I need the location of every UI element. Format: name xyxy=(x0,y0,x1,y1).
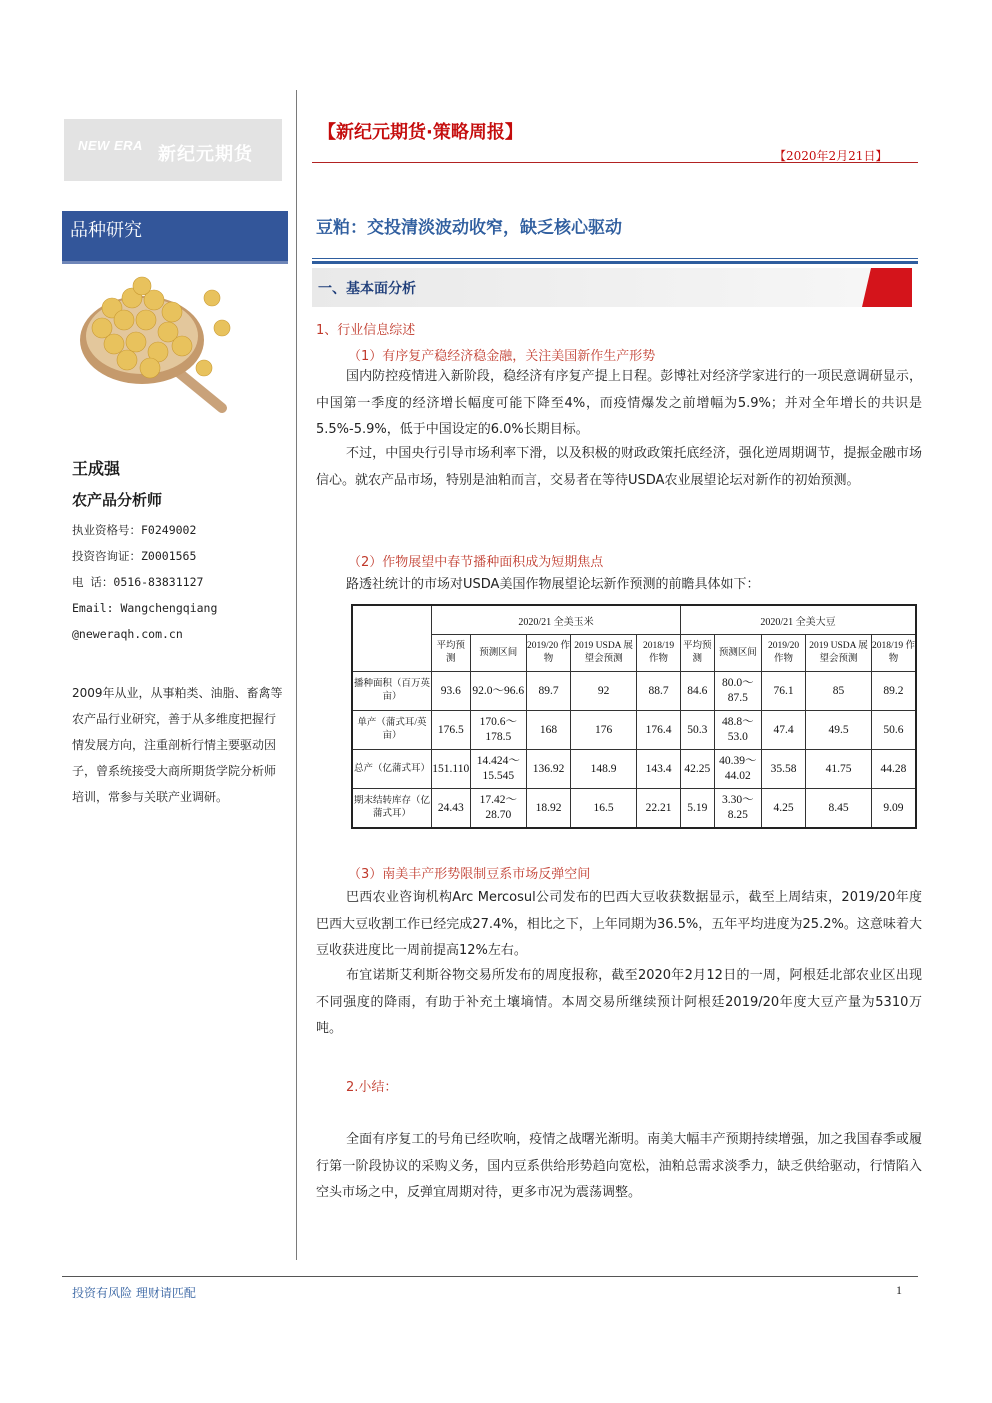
point1-paragraph-b: 不过，中国央行引导市场利率下滑，以及积极的财政政策托底经济，强化逆周期调节，提振金融市场信心。就农产品市场，特别是油粕而言，交易者在等待USDA农业展望论坛对新作的初始预测。 xyxy=(316,446,922,488)
table-cell: 89.2 xyxy=(871,672,916,711)
column-header: 平均预测 xyxy=(432,635,471,672)
row-label: 播种面积（百万英亩） xyxy=(352,672,432,711)
table-cell: 49.5 xyxy=(806,711,872,750)
table-cell: 76.1 xyxy=(762,672,806,711)
column-header: 2018/19 作物 xyxy=(637,635,681,672)
subsection-heading: 1、行业信息综述 xyxy=(316,323,416,338)
point3-heading: （3）南美丰产形势限制豆系市场反弹空间 xyxy=(348,867,591,882)
table-cell: 151.110 xyxy=(432,750,471,789)
logo-name: 新纪元期货 xyxy=(158,144,253,165)
table-cell: 47.4 xyxy=(762,711,806,750)
table-cell: 176 xyxy=(571,711,637,750)
table-group-corn: 2020/21 全美玉米 xyxy=(432,605,681,635)
table-cell: 22.21 xyxy=(637,789,681,829)
row-label: 单产（蒲式耳/英亩） xyxy=(352,711,432,750)
footer-disclaimer: 投资有风险 理财请匹配 xyxy=(72,1286,196,1300)
table-cell: 24.43 xyxy=(432,789,471,829)
table-cell: 170.6～178.5 xyxy=(470,711,526,750)
analyst-title: 农产品分析师 xyxy=(72,491,163,509)
table-cell: 85 xyxy=(806,672,872,711)
table-cell: 148.9 xyxy=(571,750,637,789)
soybean-spoon-image xyxy=(72,268,242,414)
column-header: 预测区间 xyxy=(714,635,762,672)
category-band-rule xyxy=(62,261,288,264)
table-cell: 92 xyxy=(571,672,637,711)
section-title: 一、基本面分析 xyxy=(318,281,416,297)
table-cell: 50.3 xyxy=(681,711,715,750)
table-cell: 8.45 xyxy=(806,789,872,829)
point3-paragraph-b: 布宜诺斯艾利斯谷物交易所发布的周度报称，截至2020年2月12日的一周，阿根廷北部农业区出现不同强度的降雨，有助于补充土壤墒情。本周交易所继续预计阿根廷2019/20年度大豆产量为5310万吨。 xyxy=(316,968,922,1036)
title-rule-thick xyxy=(312,261,918,264)
page-number: 1 xyxy=(896,1283,902,1297)
table-cell: 4.25 xyxy=(762,789,806,829)
table-cell: 143.4 xyxy=(637,750,681,789)
table-cell: 136.92 xyxy=(526,750,570,789)
report-date: 【2020年2月21日】 xyxy=(774,149,888,163)
table-cell: 93.6 xyxy=(432,672,471,711)
page-title: 豆粕：交投清淡波动收窄，缺乏核心驱动 xyxy=(316,218,622,238)
table-cell: 168 xyxy=(526,711,570,750)
column-divider xyxy=(296,90,297,1260)
table-cell: 84.6 xyxy=(681,672,715,711)
point3-paragraph-a: 巴西农业咨询机构Arc Mercosul公司发布的巴西大豆收获数据显示，截至上周结束，2019/20年度巴西大豆收割工作已经完成27.4%，相比之下，上年同期为36.5%，五年平均进度为25.2%。这意味着大豆收获进度比一周前提高12%左右。 xyxy=(316,890,922,958)
summary-paragraph: 全面有序复工的号角已经吹响，疫情之战曙光渐明。南美大幅丰产预期持续增强，加之我国春季或履行第一阶段协议的采购义务，国内豆系供给形势趋向宽松，油粕总需求淡季力，缺乏供给驱动，行情陷入空头市场之中，反弹宜周期对待，更多市况为震荡调整。 xyxy=(316,1132,922,1200)
table-corner xyxy=(352,605,432,672)
point2-paragraph: 路透社统计的市场对USDA美国作物展望论坛新作预测的前瞻具体如下： xyxy=(346,577,760,592)
column-header: 2019/20 作物 xyxy=(526,635,570,672)
table-cell: 176.4 xyxy=(637,711,681,750)
table-cell: 44.28 xyxy=(871,750,916,789)
table-cell: 14.424～15.545 xyxy=(470,750,526,789)
column-header: 2018/19 作物 xyxy=(871,635,916,672)
analyst-name: 王成强 xyxy=(72,459,121,478)
phone: 电 话：0516-83831127 xyxy=(72,575,204,589)
table-cell: 9.09 xyxy=(871,789,916,829)
table-cell: 89.7 xyxy=(526,672,570,711)
table-cell: 42.25 xyxy=(681,750,715,789)
table-cell: 48.8～53.0 xyxy=(714,711,762,750)
column-header: 2019 USDA 展望会预测 xyxy=(806,635,872,672)
point1-paragraph-a: 国内防控疫情进入新阶段，稳经济有序复产提上日程。彭博社对经济学家进行的一项民意调研显示，中国第一季度的经济增长幅度可能下降至4%，而疫情爆发之前增幅为5.9%；并对全年增长的共识是5.5%-5.9%，低于中国设定的6.0%长期目标。 xyxy=(316,369,922,437)
table-cell: 17.42～28.70 xyxy=(470,789,526,829)
table-cell: 41.75 xyxy=(806,750,872,789)
usda-forecast-table xyxy=(351,604,917,829)
table-cell: 80.0～87.5 xyxy=(714,672,762,711)
column-header: 2019 USDA 展望会预测 xyxy=(571,635,637,672)
license-number: 执业资格号：F0249002 xyxy=(72,523,197,537)
point2-heading: （2）作物展望中春节播种面积成为短期焦点 xyxy=(348,555,604,570)
table-cell: 35.58 xyxy=(762,750,806,789)
consult-number: 投资咨询证：Z0001565 xyxy=(72,549,197,563)
table-row xyxy=(352,750,916,789)
table-cell: 3.30～8.25 xyxy=(714,789,762,829)
analyst-bio: 2009年从业，从事粕类、油脂、畜禽等农产品行业研究，善于从多维度把握行情发展方向，注重剖析行情主要驱动因子，曾系统接受大商所期货学院分析师培训，常参与关联产业调研。 xyxy=(72,686,283,804)
table-cell: 92.0～96.6 xyxy=(470,672,526,711)
category-label: 品种研究 xyxy=(70,220,142,241)
table-group-soy: 2020/21 全美大豆 xyxy=(681,605,917,635)
table-cell: 50.6 xyxy=(871,711,916,750)
column-header: 平均预测 xyxy=(681,635,715,672)
column-header: 2019/20 作物 xyxy=(762,635,806,672)
report-header-title: 【新纪元期货·策略周报】 xyxy=(318,122,523,143)
table-cell: 5.19 xyxy=(681,789,715,829)
row-label: 总产（亿蒲式耳） xyxy=(352,750,432,789)
point1-heading: （1）有序复产稳经济稳金融，关注美国新作生产形势 xyxy=(348,349,656,364)
summary-heading: 2.小结： xyxy=(346,1080,398,1095)
table-row xyxy=(352,672,916,711)
table-row xyxy=(352,789,916,829)
footer-rule xyxy=(62,1276,918,1277)
email-label: Email: Wangchengqiang xyxy=(72,601,218,615)
column-header: 预测区间 xyxy=(470,635,526,672)
table-cell: 18.92 xyxy=(526,789,570,829)
table-row xyxy=(352,711,916,750)
table-cell: 176.5 xyxy=(432,711,471,750)
table-cell: 88.7 xyxy=(637,672,681,711)
table-cell: 40.39～44.02 xyxy=(714,750,762,789)
table-cell: 16.5 xyxy=(571,789,637,829)
title-rule-thin xyxy=(312,258,918,259)
logo-mark: NEW ERA xyxy=(78,138,143,153)
category-band xyxy=(62,211,288,261)
email-domain: @neweraqh.com.cn xyxy=(72,627,183,641)
row-label: 期末结转库存（亿蒲式耳） xyxy=(352,789,432,829)
